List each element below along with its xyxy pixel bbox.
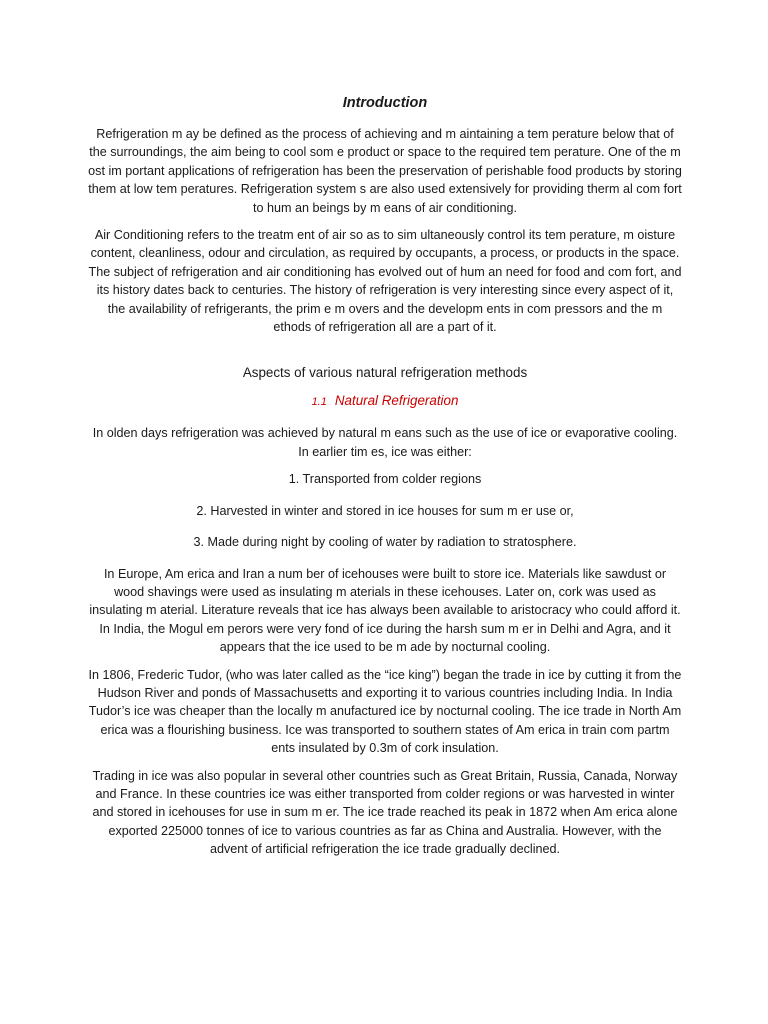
subsection-intro: In olden days refrigeration was achieved by natural m eans such as the use of ice or evaporative cooling. In earlier tim es, ice was either:	[92, 426, 678, 459]
body-paragraph-2: In 1806, Frederic Tudor, (who was later called as the “ice king”) began the trade in ice by cutting it from the Hudson River and ponds of Massachusetts and exporting it to various countries including India. In India Tudor’s ice was cheaper than the locally m anufactured ice by nocturnal cooling. The ice trade in North Am erica was a flourishing business. Ice was transported to southern states of Am erica in train com partm ents insulated by 0.3m of cork insulation.	[88, 667, 682, 756]
list-item-1: 1. Transported from colder regions	[288, 472, 482, 487]
document-content	[88, 93, 682, 868]
body-paragraph-1: In Europe, Am erica and Iran a num ber of icehouses were built to store ice. Materials like sawdust or wood shavings were used as insulating m aterials in these icehouses. Later on, cork was used as insulating m aterial. Literature reveals that ice has always been available to aristocracy who could afford it. In India, the Mogul em perors were very fond of ice during the harsh sum m er in Delhi and Agra, and it appears that the ice used to be m ade by nocturnal cooling.	[89, 566, 681, 655]
intro-paragraph-1: Refrigeration m ay be defined as the process of achieving and m aintaining a tem perature below that of the surroundings, the aim being to cool som e product or space to the required tem perature. One of the m ost im portant applications of refrigeration has been the preservation of perishable food products by storing them at low tem peratures. Refrigeration system s are also used extensively for providing therm al com fort to hum an beings by m eans of air conditioning.	[88, 127, 682, 215]
subsection-title: Natural Refrigeration	[334, 393, 459, 409]
document-title: Introduction	[342, 95, 428, 111]
subsection-number: 1.1	[311, 396, 327, 409]
intro-paragraph-2: Air Conditioning refers to the treatm ent of air so as to sim ultaneously control its tem perature, m oisture content, cleanliness, odour and circulation, as required by occupants, a process, or products in the space. The subject of refrigeration and air conditioning has evolved out of hum an need for food and com fort, and its history dates back to centuries. The history of refrigeration is very interesting since every aspect of it, the availability of refrigerants, the prim e m overs and the developm ents in com pressors and the m ethods of refrigeration all are a part of it.	[88, 228, 682, 335]
subsection-heading	[88, 391, 682, 412]
list-item-3: 3. Made during night by cooling of water by radiation to stratosphere.	[193, 535, 577, 550]
section-heading: Aspects of various natural refrigeration methods	[242, 365, 528, 381]
body-paragraph-3: Trading in ice was also popular in several other countries such as Great Britain, Russia, Canada, Norway and France. In these countries ice was either transported from colder regions or was harvested in winter and stored in icehouses for use in sum m er. The ice trade reached its peak in 1872 when Am erica alone exported 225000 tonnes of ice to various countries as far as China and Australia. However, with the advent of artificial refrigeration the ice trade gradually declined.	[92, 768, 678, 857]
list-item-2: 2. Harvested in winter and stored in ice houses for sum m er use or,	[196, 503, 574, 518]
